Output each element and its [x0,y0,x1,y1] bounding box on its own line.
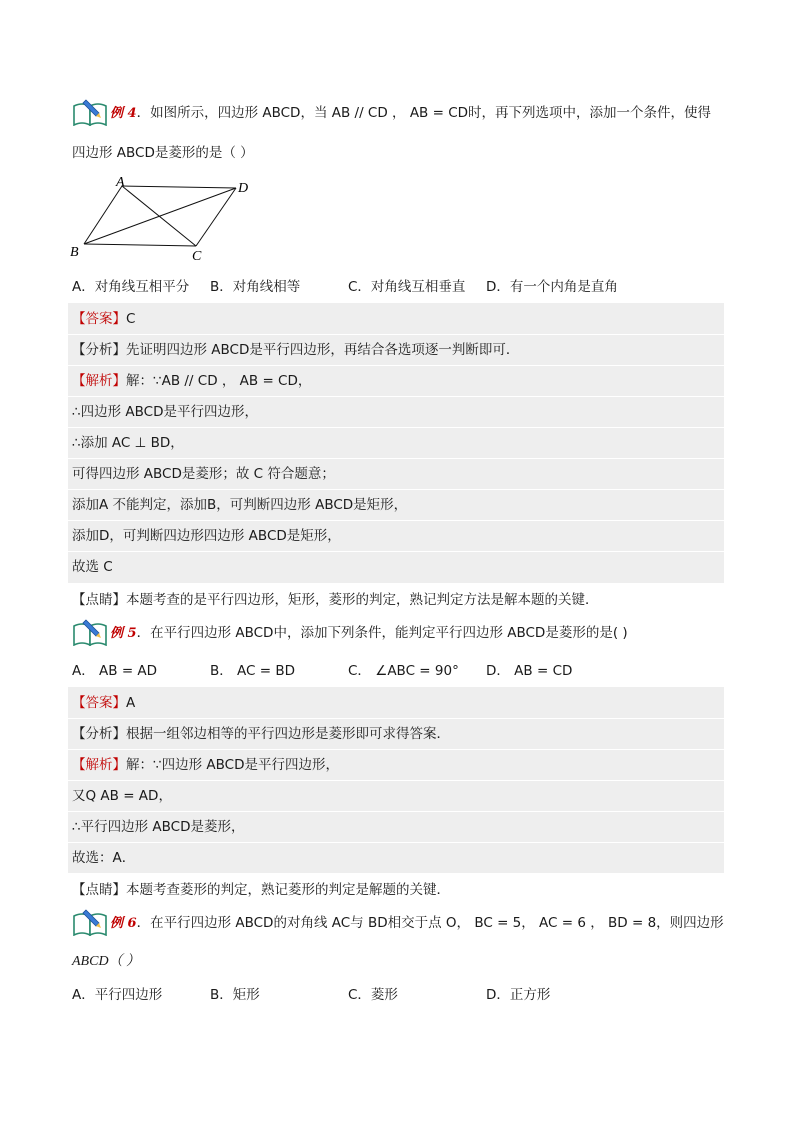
example-4-answer: 【答案】C [72,311,136,327]
answer-tag: 【答案】 [72,311,126,327]
solution-tag: 【解析】 [72,757,126,773]
example-6-label: 例 6 [110,916,137,931]
example-5-solution-line1: 【解析】解：∵四边形 ABCD是平行四边形， [72,757,339,773]
vertex-label-a: A [116,175,125,190]
example-6-option-d: D．正方形 [486,987,551,1003]
analysis-tag: 【分析】 [72,342,126,358]
example-6-option-a: A．平行四边形 [72,987,163,1003]
example-4-solution-line7: 故选 C [72,559,113,575]
example-4-solution-line3: ∴添加 AC ⊥ BD， [72,435,184,451]
example-5-question: 例 5．在平行四边形 ABCD中，添加下列条件，能判定平行四边形 ABCD是菱形的是( ) [110,625,628,641]
example-4-label: 例 4 [110,106,137,121]
example-4-question-line1: 例 4．如图所示，四边形 ABCD，当 AB // CD ， AB = CD时，再下列选项中，添加一个条件，使得 [110,105,712,121]
example-5-label: 例 5 [110,626,137,641]
example-5-comment: 【点睛】本题考查菱形的判定，熟记菱形的判定是解题的关键． [72,882,450,898]
example-4-solution-line2: ∴四边形 ABCD是平行四边形， [72,404,258,420]
example-book-icon [72,618,108,646]
answer-tag: 【答案】 [72,695,126,711]
example-5-option-a: A． AB = AD [72,663,158,679]
vertex-label-d: D [238,181,249,196]
comment-tag: 【点睛】 [72,592,126,608]
vertex-label-b: B [70,245,79,260]
example-book-icon [72,98,108,126]
example-5-option-c: C． ∠ABC = 90° [348,663,459,679]
example-5-answer: 【答案】A [72,695,136,711]
analysis-tag: 【分析】 [72,726,126,742]
example-4-option-b: B．对角线相等 [210,279,301,295]
example-6-option-b: B．矩形 [210,987,260,1003]
example-book-icon [72,908,108,936]
example-4-option-d: D．有一个内角是直角 [486,279,618,295]
comment-tag: 【点睛】 [72,882,126,898]
example-4-solution-line6: 添加D，可判断四边形四边形 ABCD是矩形， [72,528,341,544]
example-4-comment: 【点睛】本题考查的是平行四边形，矩形，菱形的判定，熟记判定方法是解本题的关键． [72,592,599,608]
example-5-option-b: B． AC = BD [210,663,296,679]
example-5-analysis: 【分析】根据一组邻边相等的平行四边形是菱形即可求得答案． [72,726,450,742]
example-5-solution-line4: 故选：A． [72,850,136,866]
example-4-solution-line5: 添加A 不能判定，添加B，可判断四边形 ABCD是矩形， [72,497,408,513]
vertex-label-c: C [192,249,202,262]
example-5-option-d: D． AB = CD [486,663,573,679]
example-6-question-line1: 例 6．在平行四边形 ABCD的对角线 AC与 BD相交于点 O， BC = 5， AC = 6 ， BD = 8，则四边形 [110,915,724,931]
example-4-option-c: C．对角线互相垂直 [348,279,466,295]
example-4-solution-line4: 可得四边形 ABCD是菱形；故 C 符合题意； [72,466,335,482]
solution-tag: 【解析】 [72,373,126,389]
parallelogram-figure [66,174,262,262]
example-5-solution-line2: 又Q AB = AD， [72,788,172,804]
example-4-analysis: 【分析】先证明四边形 ABCD是平行四边形，再结合各选项逐一判断即可． [72,342,520,358]
example-4-question-line2: 四边形 ABCD是菱形的是（ ） [72,145,254,161]
example-5-solution-line3: ∴平行四边形 ABCD是菱形， [72,819,245,835]
example-4-solution-line1: 【解析】解：∵AB // CD ， AB = CD， [72,373,312,389]
example-4-option-a: A．对角线互相平分 [72,279,190,295]
example-6-option-c: C．菱形 [348,987,398,1003]
example-6-question-line2: ABCD（ ） [72,954,141,969]
